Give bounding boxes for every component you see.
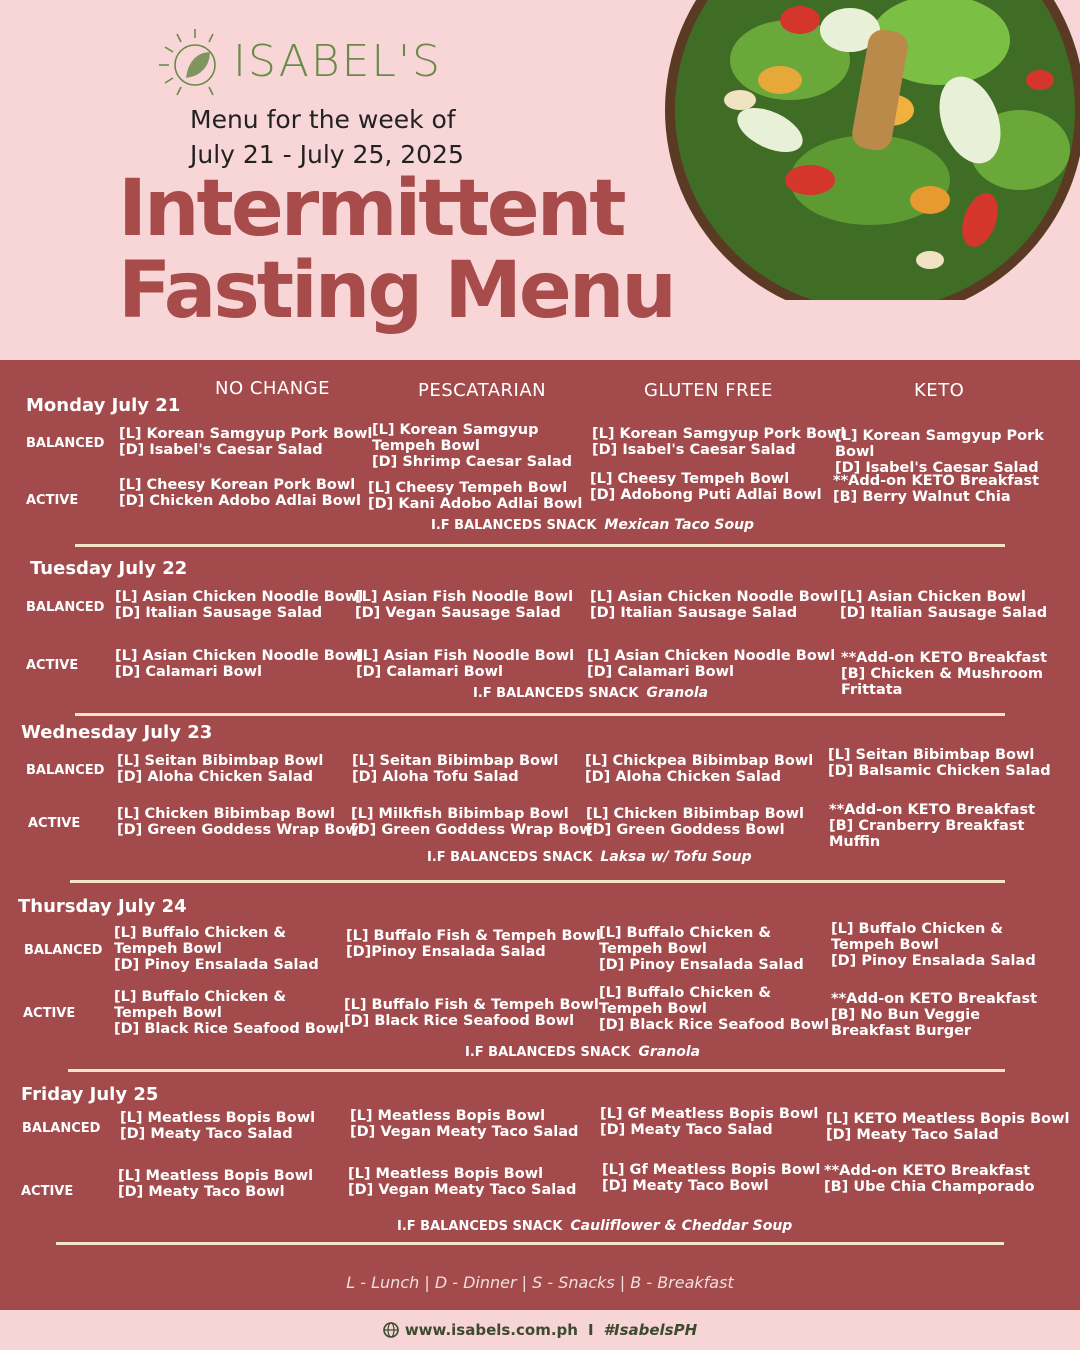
meal-cell: [L] Cheesy Korean Pork Bowl [D] Chicken Adobo Adlai Bowl [119,477,362,509]
meal-cell: [L] Buffalo Chicken & Tempeh Bowl [D] Pinoy Ensalada Salad [831,921,1036,969]
meal-cell: [L] Buffalo Fish & Tempeh Bowl [D]Pinoy Ensalada Salad [346,928,601,960]
hashtag: #IsabelsPH [603,1321,698,1339]
week-line-1: Menu for the week of [190,105,456,134]
snack-line [431,517,754,533]
meal-cell: [L] Buffalo Fish & Tempeh Bowl [D] Black Rice Seafood Bowl [344,997,599,1029]
day-heading: Thursday July 24 [18,896,187,917]
meal-cell: **Add-on KETO Breakfast [B] Chicken & Mushroom Frittata [841,650,1048,698]
week-line-2: July 21 - July 25, 2025 [190,140,464,169]
row-label-balanced: BALANCED [26,763,105,778]
meal-cell: [L] Asian Chicken Noodle Bowl [D] Italian Sausage Salad [590,589,839,621]
day-divider [56,1242,1004,1245]
row-label-active: ACTIVE [23,1006,76,1021]
day-heading: Wednesday July 23 [21,722,213,743]
meal-cell: [L] KETO Meatless Bopis Bowl [D] Meaty Taco Salad [826,1111,1070,1143]
meal-cell: [L] Korean Samgyup Pork Bowl [D] Isabel's Caesar Salad [119,426,373,458]
row-label-active: ACTIVE [28,816,81,831]
snack-line [397,1218,792,1234]
row-label-active: ACTIVE [26,658,79,673]
column-header-pescatarian: PESCATARIAN [418,380,547,401]
week-dates [190,102,464,172]
header [0,0,1080,360]
meal-cell: [L] Korean Samgyup Pork Bowl [D] Isabel's Caesar Salad [835,428,1044,476]
snack-label: I.F BALANCEDS SNACK [473,686,639,701]
meal-cell: [L] Buffalo Chicken & Tempeh Bowl [D] Pinoy Ensalada Salad [599,925,804,973]
snack-label: I.F BALANCEDS SNACK [465,1045,631,1060]
snack-line [427,849,752,865]
snack-line [473,685,708,701]
meal-cell: [L] Buffalo Chicken & Tempeh Bowl [D] Black Rice Seafood Bowl [599,985,830,1033]
row-label-balanced: BALANCED [22,1121,101,1136]
globe-icon [383,1322,399,1338]
meal-cell: [L] Cheesy Tempeh Bowl [D] Adobong Puti Adlai Bowl [590,471,822,503]
page-title [118,164,674,336]
meal-cell: **Add-on KETO Breakfast [B] Berry Walnut Chia [833,473,1040,505]
row-label-balanced: BALANCED [24,943,103,958]
menu-table [0,360,1080,1310]
meal-cell: [L] Seitan Bibimbap Bowl [D] Aloha Tofu Salad [352,753,559,785]
meal-cell: [L] Asian Chicken Bowl [D] Italian Sausage Salad [840,589,1048,621]
meal-cell: [L] Meatless Bopis Bowl [D] Meaty Taco Bowl [118,1168,314,1200]
meal-cell: [L] Chicken Bibimbap Bowl [D] Green Goddess Wrap Bowl [117,806,364,838]
meal-cell: [L] Chicken Bibimbap Bowl [D] Green Goddess Bowl [586,806,804,838]
meal-cell: [L] Korean Samgyup Pork Bowl [D] Isabel's Caesar Salad [592,426,846,458]
snack-name: Cauliflower & Cheddar Soup [570,1218,793,1234]
footer [0,1310,1080,1350]
meal-cell: [L] Buffalo Chicken & Tempeh Bowl [D] Pinoy Ensalada Salad [114,925,319,973]
meal-cell: [L] Asian Fish Noodle Bowl [D] Calamari Bowl [356,648,575,680]
meal-cell: [L] Meatless Bopis Bowl [D] Vegan Meaty Taco Salad [350,1108,579,1140]
meal-cell: **Add-on KETO Breakfast [B] No Bun Veggie Breakfast Burger [831,991,1038,1039]
column-header-gluten-free: GLUTEN FREE [644,380,773,401]
day-heading: Monday July 21 [26,395,181,416]
website-link[interactable]: www.isabels.com.ph [404,1321,578,1339]
meal-cell: **Add-on KETO Breakfast [B] Cranberry Breakfast Muffin [829,802,1036,850]
brand-logo [155,25,442,97]
title-line-1: Intermittent [118,164,624,254]
title-line-2: Fasting Menu [118,246,674,336]
footer-separator: I [587,1321,594,1339]
legend: L - Lunch | D - Dinner | S - Snacks | B - Breakfast [346,1273,734,1292]
meal-cell: [L] Korean Samgyup Tempeh Bowl [D] Shrimp Caesar Salad [372,422,572,470]
salad-bowl-image [640,0,1080,300]
meal-cell: [L] Cheesy Tempeh Bowl [D] Kani Adobo Adlai Bowl [368,480,583,512]
day-heading: Tuesday July 22 [30,558,188,579]
row-label-active: ACTIVE [21,1184,74,1199]
meal-cell: [L] Buffalo Chicken & Tempeh Bowl [D] Black Rice Seafood Bowl [114,989,345,1037]
row-label-active: ACTIVE [26,493,79,508]
snack-line [465,1044,700,1060]
snack-name: Granola [638,1044,701,1060]
snack-name: Mexican Taco Soup [604,517,755,533]
day-heading: Friday July 25 [21,1084,159,1105]
day-divider [75,544,1005,547]
meal-cell: [L] Gf Meatless Bopis Bowl [D] Meaty Taco Bowl [602,1162,821,1194]
meal-cell: [L] Asian Chicken Noodle Bowl [D] Calamari Bowl [587,648,836,680]
day-divider [70,880,1005,883]
meal-cell: [L] Seitan Bibimbap Bowl [D] Aloha Chicken Salad [117,753,324,785]
meal-cell: [L] Gf Meatless Bopis Bowl [D] Meaty Taco Salad [600,1106,819,1138]
day-divider [68,1069,1005,1072]
column-header-keto: KETO [914,380,965,401]
column-header-no-change: NO CHANGE [215,378,331,399]
row-label-balanced: BALANCED [26,436,105,451]
day-divider [75,713,1005,716]
meal-cell: **Add-on KETO Breakfast [B] Ube Chia Champorado [824,1163,1035,1195]
snack-label: I.F BALANCEDS SNACK [427,850,593,865]
meal-cell: [L] Meatless Bopis Bowl [D] Vegan Meaty Taco Salad [348,1166,577,1198]
snack-label: I.F BALANCEDS SNACK [431,518,597,533]
meal-cell: [L] Meatless Bopis Bowl [D] Meaty Taco Salad [120,1110,316,1142]
row-label-balanced: BALANCED [26,600,105,615]
snack-name: Granola [646,685,709,701]
snack-name: Laksa w/ Tofu Soup [600,849,752,865]
meal-cell: [L] Chickpea Bibimbap Bowl [D] Aloha Chicken Salad [585,753,814,785]
snack-label: I.F BALANCEDS SNACK [397,1219,563,1234]
meal-cell: [L] Asian Chicken Noodle Bowl [D] Italian Sausage Salad [115,589,364,621]
meal-cell: [L] Milkfish Bibimbap Bowl [D] Green Goddess Wrap Bowl [351,806,598,838]
brand-name: ISABEL'S [233,35,442,87]
sun-leaf-icon [155,25,227,97]
meal-cell: [L] Seitan Bibimbap Bowl [D] Balsamic Chicken Salad [828,747,1051,779]
meal-cell: [L] Asian Fish Noodle Bowl [D] Vegan Sausage Salad [355,589,574,621]
meal-cell: [L] Asian Chicken Noodle Bowl [D] Calamari Bowl [115,648,364,680]
